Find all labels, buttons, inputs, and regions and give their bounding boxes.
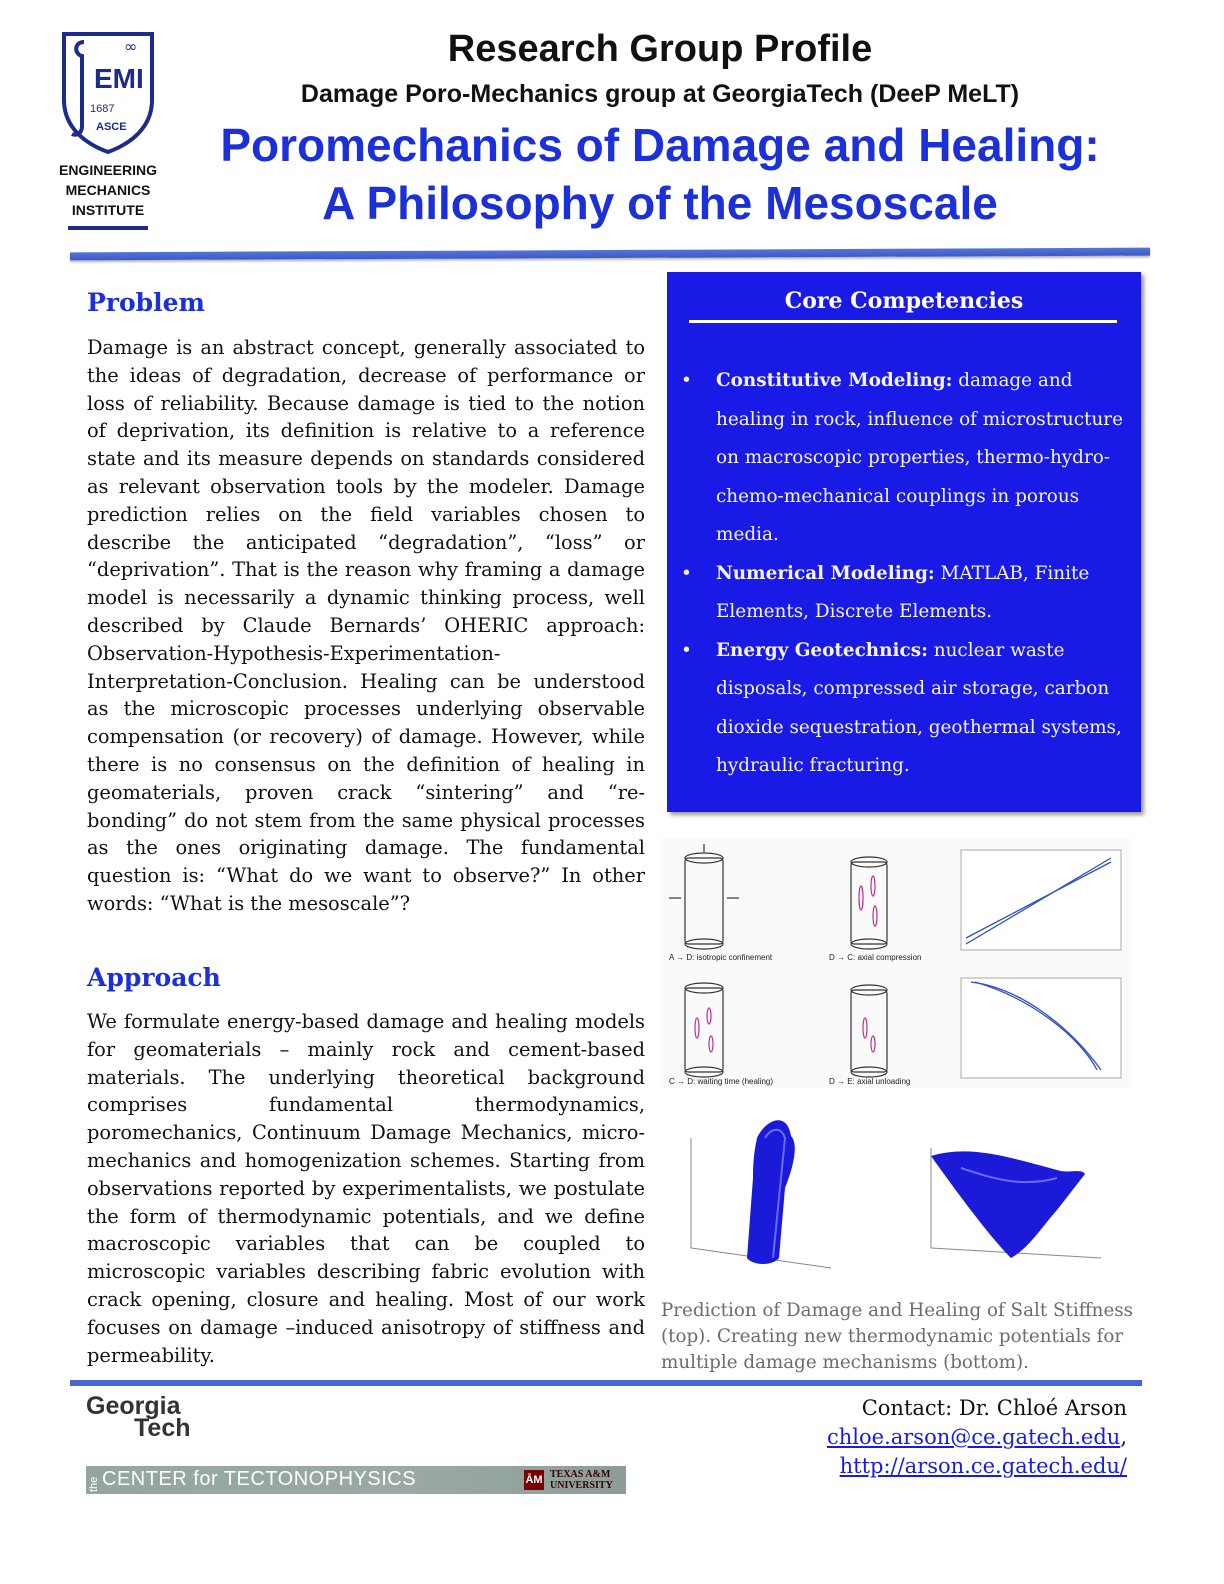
tamu-line-2: UNIVERSITY — [550, 1480, 613, 1491]
group-name: Damage Poro-Mechanics group at GeorgiaTech (DeeP MeLT) — [300, 80, 1020, 108]
competency-label: Energy Geotechnics: — [716, 639, 928, 661]
tamu-line-1: TEXAS A&M — [550, 1469, 611, 1480]
contact-website-link[interactable]: http://arson.ce.gatech.edu/ — [839, 1454, 1127, 1478]
emi-line-3: INSTITUTE — [71, 202, 145, 218]
svg-text:∞: ∞ — [124, 37, 138, 56]
competencies-divider — [689, 320, 1117, 323]
emi-letters: EMI — [94, 63, 144, 94]
competency-label: Numerical Modeling: — [716, 562, 935, 584]
problem-text: Damage is an abstract concept, generally associated to the ideas of degradation, decrease of performance or loss of reliability. Because damage is tied to the notion of deprivation, its definition is relative to a reference state and its measure depends on standards considered as relevant observation tools by the modeler. Damage prediction relies on the field variables chosen to describe the anticipated “degradation”, “loss” or “deprivation”. That is the reason why framing a damage model is necessarily a dynamic thinking process, well described by Claude Bernards’ OHERIC approach: Observation-Hypothesis-Experimentation-Interpretation-Conclusion. Healing can be understood as the microscopic processes underlying observable compensation (or recovery) of damage. However, while there is no consensus on the definition of healing in geomaterials, proven crack “sintering” and “re-bonding” do not stem from the same physical processes as the ones originating damage. The fundamental question is: “What do we want to observe?” In other words: “What is the mesoscale”? — [87, 336, 645, 915]
bullet-icon: • — [681, 370, 692, 391]
figure-label: D → C: axial compression — [829, 953, 922, 962]
center-for-tectonophysics-banner — [86, 1466, 626, 1494]
main-title-line-1: Poromechanics of Damage and Healing: — [220, 119, 1100, 171]
emi-line-2: MECHANICS — [65, 182, 151, 198]
center-the: the — [88, 1476, 100, 1492]
main-title-line-2: A Philosophy of the Mesoscale — [322, 177, 998, 229]
figure-label: A → D: isotropic confinement — [669, 953, 773, 962]
potential-surface-2 — [931, 1148, 1101, 1258]
tamu-name — [550, 1469, 613, 1491]
stiffness-plot-2 — [961, 978, 1121, 1078]
main-title — [160, 116, 1160, 232]
damage-healing-figure — [661, 838, 1131, 1298]
competency-item — [681, 632, 1131, 786]
emi-logo — [58, 30, 158, 230]
center-name: CENTER for TECTONOPHYSICS — [102, 1468, 417, 1490]
emi-institute-name — [58, 160, 158, 220]
figure-label: D → E: axial unloading — [829, 1077, 911, 1086]
gt-line-2: Tech — [134, 1414, 191, 1442]
stiffness-plot-1 — [961, 850, 1121, 950]
emi-org: ASCE — [96, 121, 127, 133]
competency-text: MATLAB, Finite Elements, Discrete Elements. — [716, 562, 1090, 622]
contact-email-link[interactable]: chloe.arson@ce.gatech.edu — [827, 1425, 1121, 1449]
approach-heading: Approach — [87, 963, 221, 992]
tamu-logo-icon: ĀM — [524, 1470, 544, 1490]
competency-label: Constitutive Modeling: — [716, 370, 953, 391]
contact-label: Contact: Dr. Chloé Arson — [861, 1396, 1127, 1420]
footer-divider — [70, 1380, 1142, 1386]
bullet-icon: • — [681, 562, 692, 584]
competencies-list — [681, 362, 1131, 786]
approach-text: We formulate energy-based damage and healing models for geomaterials – mainly rock and cement-based materials. The underlying theoretical background comprises fundamental thermodynamics, poromechanics, Continuum Damage Mechanics, micro-mechanics and homogenization schemes. Starting from observations reported by experimentalists, we postulate the form of thermodynamic potentials, and we define macroscopic variables that can be coupled to microscopic variables describing fabric evolution with crack opening, closure and healing. Most of our work focuses on damage –induced anisotropy of stiffness and permeability. — [87, 1010, 645, 1367]
georgia-tech-logo — [86, 1392, 226, 1448]
competency-text: nuclear waste disposals, compressed air storage, carbon dioxide sequestration, geothermal systems, hydraulic fracturing. — [716, 639, 1122, 776]
core-competencies-box — [667, 272, 1141, 812]
competency-item — [681, 555, 1131, 632]
competencies-title: Core Competencies — [784, 288, 1024, 314]
email-suffix: , — [1120, 1425, 1127, 1449]
gt-line-1: Georgia — [86, 1392, 181, 1420]
emi-shield-icon — [60, 30, 156, 154]
contact-info — [760, 1394, 1127, 1481]
figure-label: C → D: waiting time (healing) — [669, 1077, 774, 1086]
figure-caption: Prediction of Damage and Healing of Salt Stiffness (top). Creating new thermodynamic potentials for multiple damage mechanisms (bottom). — [661, 1300, 1134, 1373]
emi-underline — [68, 226, 148, 230]
competency-text: damage and healing in rock, influence of microstructure on macroscopic properties, thermo-hydro-chemo-mechanical couplings in porous media. — [716, 370, 1123, 545]
problem-heading: Problem — [87, 288, 205, 317]
emi-line-1: ENGINEERING — [58, 162, 157, 178]
competency-item — [681, 362, 1131, 555]
potential-surface-1 — [691, 1120, 831, 1268]
page-title: Research Group Profile — [447, 28, 873, 70]
header-divider — [70, 248, 1150, 261]
emi-year: 1687 — [90, 103, 115, 115]
bullet-icon: • — [681, 639, 692, 661]
